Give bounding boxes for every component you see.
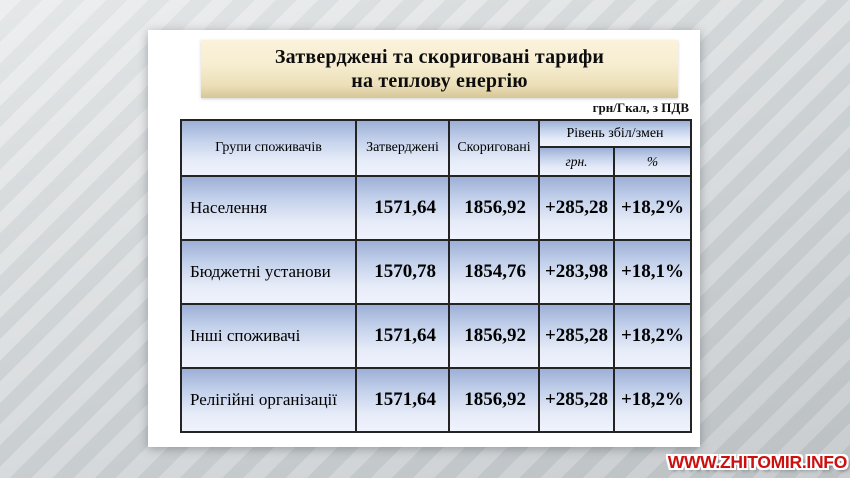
cell-adjusted-value: 1854,76 bbox=[449, 240, 539, 304]
cell-group-name: Релігійні організації bbox=[181, 368, 356, 432]
cell-change-percent: +18,2% bbox=[614, 176, 691, 240]
header-adjusted: Скориговані bbox=[449, 120, 539, 176]
content-panel bbox=[148, 30, 700, 447]
header-row-main bbox=[181, 120, 691, 147]
slide-title-line2: на теплову енергію bbox=[351, 70, 528, 92]
table-row-religious-organizations bbox=[181, 368, 691, 432]
cell-approved-value: 1571,64 bbox=[356, 176, 449, 240]
cell-adjusted-value: 1856,92 bbox=[449, 368, 539, 432]
table-row-population bbox=[181, 176, 691, 240]
table-row-other-consumers bbox=[181, 304, 691, 368]
cell-change-uah: +285,28 bbox=[539, 304, 614, 368]
cell-group-name: Інші споживачі bbox=[181, 304, 356, 368]
cell-change-percent: +18,2% bbox=[614, 304, 691, 368]
slide-title-line1: Затверджені та скориговані тарифи bbox=[274, 46, 605, 68]
cell-adjusted-value: 1856,92 bbox=[449, 304, 539, 368]
title-banner bbox=[201, 40, 678, 98]
cell-change-uah: +285,28 bbox=[539, 368, 614, 432]
header-approved: Затверджені bbox=[356, 120, 449, 176]
site-watermark: WWW.ZHITOMIR.INFO bbox=[667, 452, 847, 472]
units-note: грн/Гкал, з ПДВ bbox=[592, 100, 689, 115]
header-consumer-groups: Групи споживачів bbox=[181, 120, 356, 176]
cell-change-uah: +283,98 bbox=[539, 240, 614, 304]
table-row-budget-institutions bbox=[181, 240, 691, 304]
cell-change-uah: +285,28 bbox=[539, 176, 614, 240]
tariffs-table bbox=[180, 119, 692, 433]
cell-change-percent: +18,1% bbox=[614, 240, 691, 304]
header-percent: % bbox=[614, 147, 691, 176]
cell-group-name: Бюджетні установи bbox=[181, 240, 356, 304]
cell-adjusted-value: 1856,92 bbox=[449, 176, 539, 240]
header-change-level: Рівень збіл/змен bbox=[539, 120, 691, 147]
cell-approved-value: 1571,64 bbox=[356, 368, 449, 432]
cell-change-percent: +18,2% bbox=[614, 368, 691, 432]
header-uah: грн. bbox=[539, 147, 614, 176]
cell-approved-value: 1571,64 bbox=[356, 304, 449, 368]
cell-group-name: Населення bbox=[181, 176, 356, 240]
cell-approved-value: 1570,78 bbox=[356, 240, 449, 304]
